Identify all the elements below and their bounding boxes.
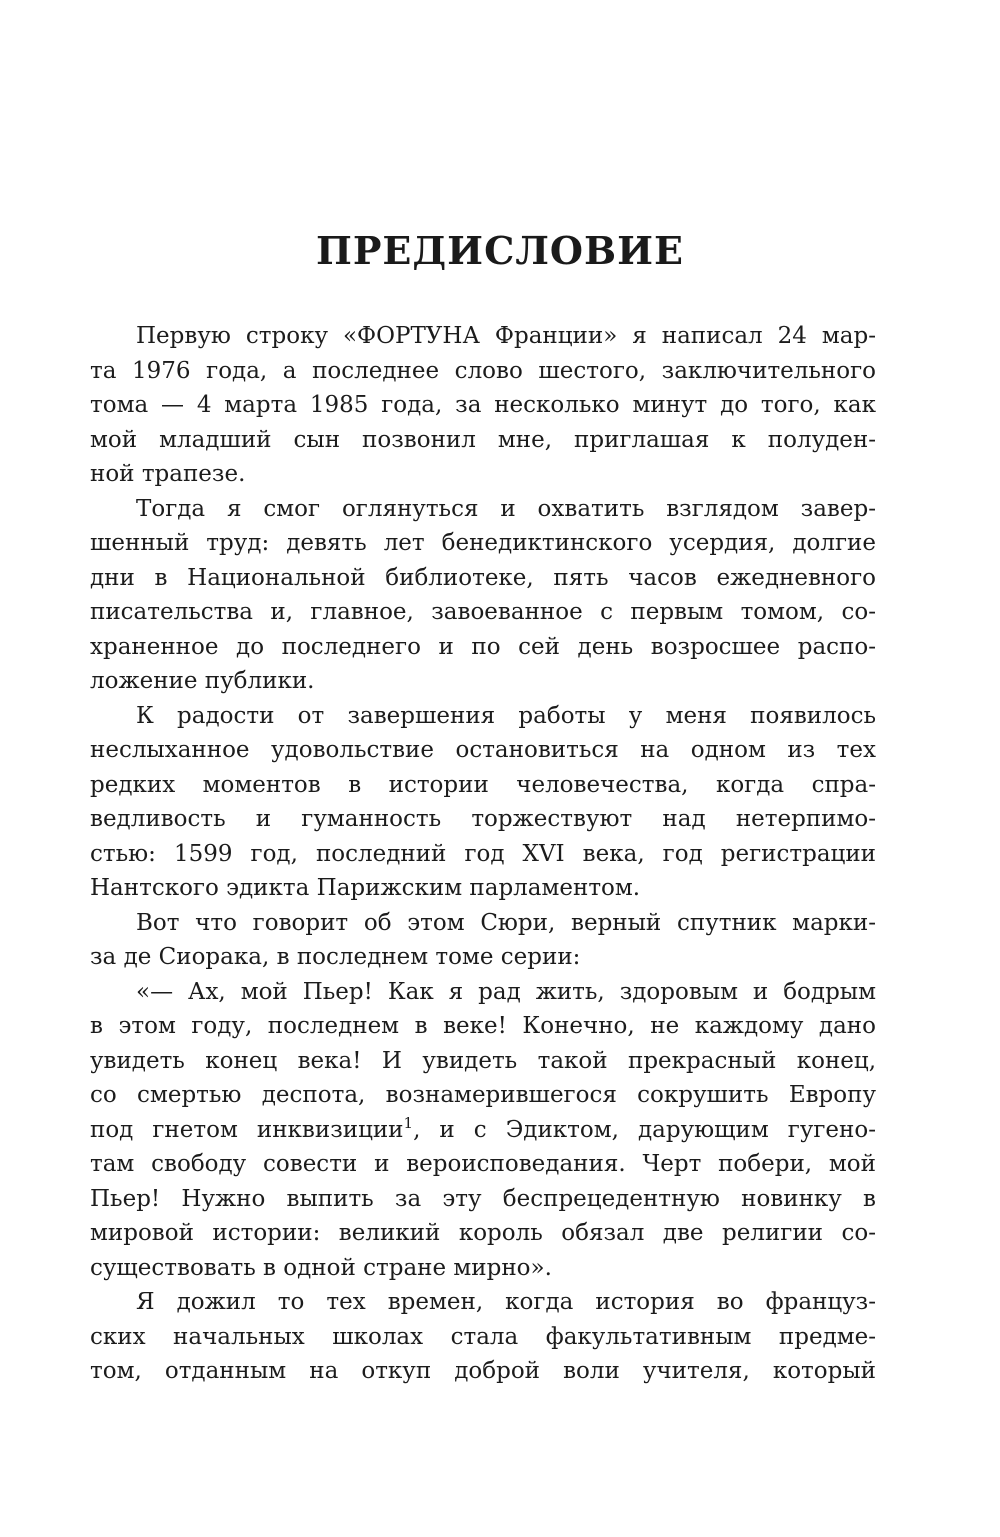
text-line: том, отданным на откуп доброй воли учителя, который	[90, 1358, 876, 1384]
text-line: редких моментов в истории человечества, когда спра-	[90, 771, 876, 798]
text-line: увидеть конец века! И увидеть такой прекрасный конец,	[90, 1047, 876, 1074]
text-line: в этом году, последнем в веке! Конечно, не каждому дано	[90, 1013, 876, 1039]
text-line: существовать в одной стране мирно».	[90, 1254, 552, 1281]
text-line: неслыханное удовольствие остановиться на одном из тех	[90, 737, 876, 763]
text-line: «— Ах, мой Пьер! Как я рад жить, здоровым и бодрым	[136, 978, 876, 1005]
text-line: Тогда я смог оглянуться и охватить взглядом завер-	[136, 495, 876, 522]
text-line: ложение публики.	[90, 668, 315, 694]
text-line: Пьер! Нужно выпить за эту беспрецедентную новинку в	[90, 1185, 876, 1212]
text-line: Нантского эдикта Парижским парламентом.	[90, 875, 641, 901]
body-text	[90, 319, 876, 1389]
text-line: мировой истории: великий король обязал две религии со-	[90, 1220, 876, 1246]
page-title: ПРЕДИСЛОВИЕ	[315, 228, 685, 273]
text-line: Я дожил то тех времен, когда история во француз-	[136, 1289, 876, 1315]
text-line: стью: 1599 год, последний год XVI века, год регистрации	[90, 840, 876, 867]
text-line: Первую строку «ФОРТУНА Франции» я написал 24 мар-	[136, 323, 876, 349]
text-line: писательства и, главное, завоеванное с первым томом, со-	[90, 599, 876, 625]
text-line: там свободу совести и вероисповедания. Черт побери, мой	[90, 1151, 876, 1177]
text-line: со смертью деспота, вознамерившегося сокрушить Европу	[90, 1082, 876, 1108]
text-line: Вот что говорит об этом Сюри, верный спутник марки-	[136, 909, 876, 936]
text-line: дни в Национальной библиотеке, пять часов ежедневного	[90, 564, 876, 591]
text-line-with-footnote	[90, 1113, 876, 1148]
text-fragment: под гнетом инквизиции	[90, 1116, 404, 1143]
text-line: мой младший сын позвонил мне, приглашая к полуден-	[90, 426, 876, 453]
text-fragment: , и с Эдиктом, дарующим гугено-	[413, 1116, 876, 1143]
text-line: ских начальных школах стала факультативным предме-	[90, 1323, 876, 1350]
text-line: за де Сиорака, в последнем томе серии:	[90, 944, 581, 970]
text-line: тома — 4 марта 1985 года, за несколько минут до того, как	[90, 392, 876, 418]
footnote-marker[interactable]: 1	[403, 1113, 414, 1132]
text-line: ной трапезе.	[90, 461, 246, 487]
text-line: ведливость и гуманность торжествуют над нетерпимо-	[90, 806, 876, 832]
text-line: храненное до последнего и по сей день возросшее распо-	[90, 633, 876, 660]
text-line: К радости от завершения работы у меня появилось	[136, 702, 876, 729]
text-line: шенный труд: девять лет бенедиктинского усердия, долгие	[90, 530, 876, 556]
text-line: та 1976 года, а последнее слово шестого, заключительного	[90, 357, 876, 384]
